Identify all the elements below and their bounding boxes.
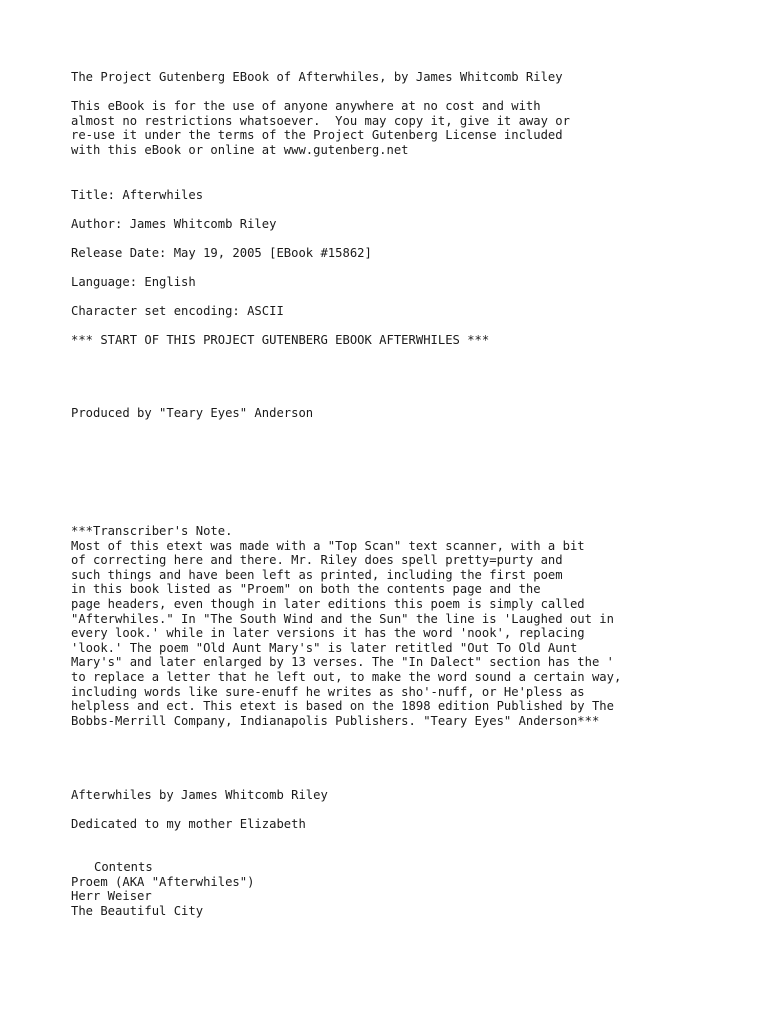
encoding-field: Character set encoding: ASCII bbox=[71, 304, 284, 318]
note-line: "Afterwhiles." In "The South Wind and the Sun" the line is 'Laughed out in bbox=[71, 611, 614, 626]
note-line: helpless and ect. This etext is based on the 1898 edition Published by The bbox=[71, 699, 614, 714]
note-line: such things and have been left as printed, including the first poem bbox=[71, 567, 563, 582]
contents-item: Proem (AKA "Afterwhiles") bbox=[71, 874, 255, 889]
contents-item: The Beautiful City bbox=[71, 903, 204, 918]
license-line: re-use it under the terms of the Project Gutenberg License included bbox=[71, 128, 563, 143]
license-line: with this eBook or online at www.gutenberg.net bbox=[71, 142, 409, 157]
license-line: This eBook is for the use of anyone anywhere at no cost and with bbox=[71, 99, 541, 113]
note-line: including words like sure-enuff he writes as sho'-nuff, or He'pless as bbox=[71, 684, 585, 699]
author-field: Author: James Whitcomb Riley bbox=[71, 217, 277, 231]
license-paragraph bbox=[71, 99, 570, 157]
release-date-field: Release Date: May 19, 2005 [EBook #15862] bbox=[71, 246, 372, 260]
note-line: 'look.' The poem "Old Aunt Mary's" is later retitled "Out To Old Aunt bbox=[71, 640, 578, 655]
contents-section bbox=[71, 860, 254, 918]
note-line: of correcting here and there. Mr. Riley does spell pretty=purty and bbox=[71, 553, 563, 568]
note-line: to replace a letter that he left out, to make the word sound a certain way, bbox=[71, 669, 622, 684]
license-line: almost no restrictions whatsoever. You may copy it, give it away or bbox=[71, 113, 570, 128]
contents-item: Herr Weiser bbox=[71, 889, 152, 904]
note-line: Most of this etext was made with a "Top Scan" text scanner, with a bit bbox=[71, 538, 585, 553]
note-line: ***Transcriber's Note. bbox=[71, 524, 233, 538]
note-line: in this book listed as "Proem" on both the contents page and the bbox=[71, 582, 541, 597]
dedication-line: Dedicated to my mother Elizabeth bbox=[71, 817, 306, 831]
title-field: Title: Afterwhiles bbox=[71, 188, 204, 202]
language-field: Language: English bbox=[71, 275, 196, 289]
transcriber-note bbox=[71, 524, 621, 728]
note-line: page headers, even though in later editions this poem is simply called bbox=[71, 596, 585, 611]
book-title-line: Afterwhiles by James Whitcomb Riley bbox=[71, 788, 328, 802]
ebook-header-line: The Project Gutenberg EBook of Afterwhiles, by James Whitcomb Riley bbox=[71, 70, 563, 84]
contents-heading: Contents bbox=[94, 860, 153, 874]
note-line: every look.' while in later versions it has the word 'nook', replacing bbox=[71, 626, 585, 641]
start-marker: *** START OF THIS PROJECT GUTENBERG EBOOK AFTERWHILES *** bbox=[71, 333, 490, 347]
note-line: Bobbs-Merrill Company, Indianapolis Publishers. "Teary Eyes" Anderson*** bbox=[71, 713, 600, 728]
note-line: Mary's" and later enlarged by 13 verses. The "In Dalect" section has the ' bbox=[71, 655, 614, 670]
producer-credit: Produced by "Teary Eyes" Anderson bbox=[71, 406, 314, 420]
